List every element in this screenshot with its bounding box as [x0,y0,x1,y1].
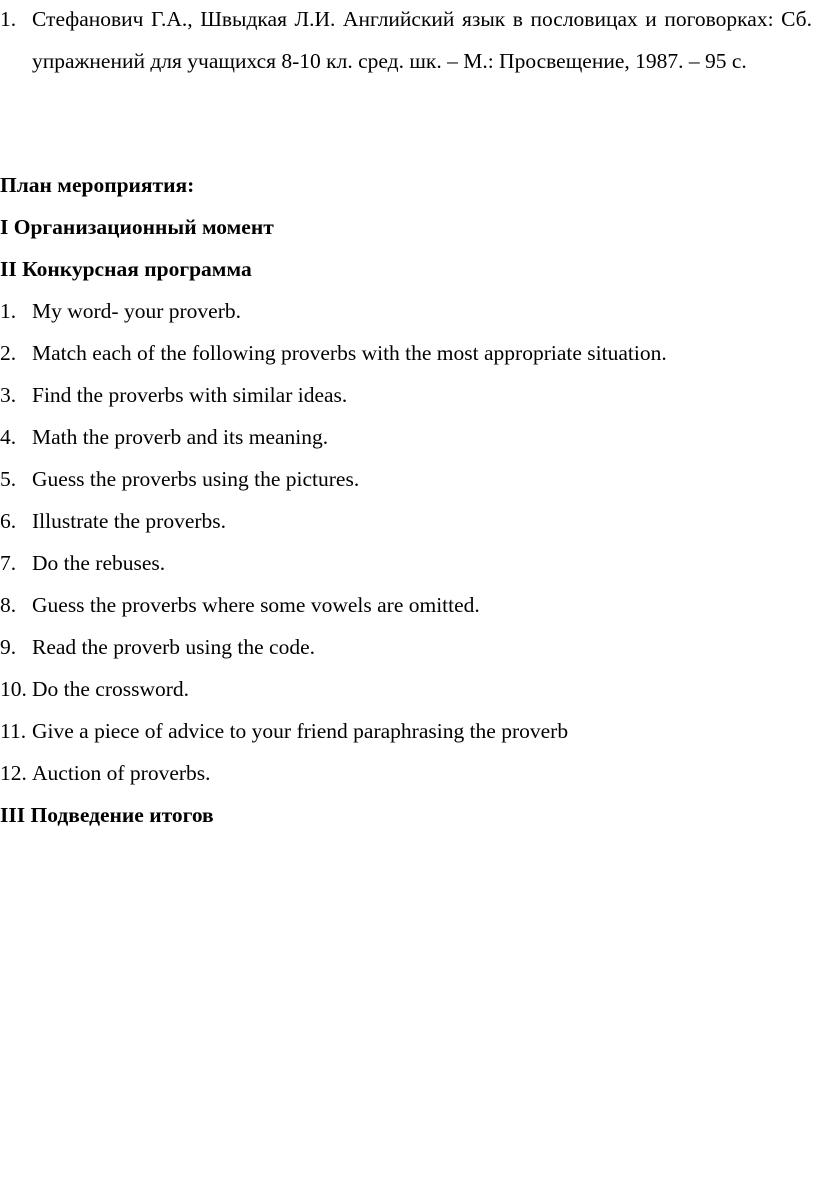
list-item [0,668,189,710]
list-item-number: 4. [0,425,17,449]
list-item [0,374,347,416]
list-item-text: Illustrate the proverbs. [32,509,227,533]
list-item-number: 11. [0,719,27,743]
list-item [0,710,568,752]
list-item [0,542,165,584]
list-item-number: 6. [0,509,17,533]
list-item-text: Math the proverb and its meaning. [32,425,329,449]
list-item [0,584,480,626]
section-heading-summary: III Подведение итогов [0,803,214,827]
list-item-text: Guess the proverbs using the pictures. [32,467,360,491]
list-item-number: 1. [0,299,17,323]
bibliography-entry [0,0,812,82]
list-item [0,626,315,668]
list-item-text: Do the crossword. [32,677,190,701]
section-heading-contest: II Конкурсная программа [0,257,252,281]
list-item-number: 7. [0,551,17,575]
list-item-text: Give a piece of advice to your friend paraphrasing the proverb [32,719,569,743]
list-item-text: Match each of the following proverbs with the most appropriate situation. [32,341,667,365]
list-item-text: Read the proverb using the code. [32,635,315,659]
list-item-number: 12. [0,761,27,785]
section-heading-organization: I Организационный момент [0,215,274,239]
list-item-number: 9. [0,635,17,659]
bibliography-number: 1. [0,7,17,31]
list-item [0,332,667,374]
list-item [0,416,328,458]
list-item [0,290,241,332]
list-item-number: 2. [0,341,17,365]
list-item-text: Find the proverbs with similar ideas. [32,383,348,407]
list-item-text: My word- your proverb. [32,299,241,323]
list-item-number: 3. [0,383,17,407]
list-item-text: Do the rebuses. [32,551,166,575]
list-item [0,500,226,542]
list-item-text: Guess the proverbs where some vowels are omitted. [32,593,480,617]
list-item-text: Auction of proverbs. [32,761,211,785]
list-item [0,458,359,500]
bibliography-text: Стефанович Г.А., Швыдкая Л.И. Английский язык в пословицах и поговорках: Сб. упражнений для учащихся 8-10 кл. сред. шк. – М.: Просвещение, 1987. – 95 с. [32,7,812,73]
list-item-number: 5. [0,467,17,491]
plan-title: План мероприятия: [0,173,195,197]
list-item-number: 10. [0,677,27,701]
list-item [0,752,211,794]
list-item-number: 8. [0,593,17,617]
